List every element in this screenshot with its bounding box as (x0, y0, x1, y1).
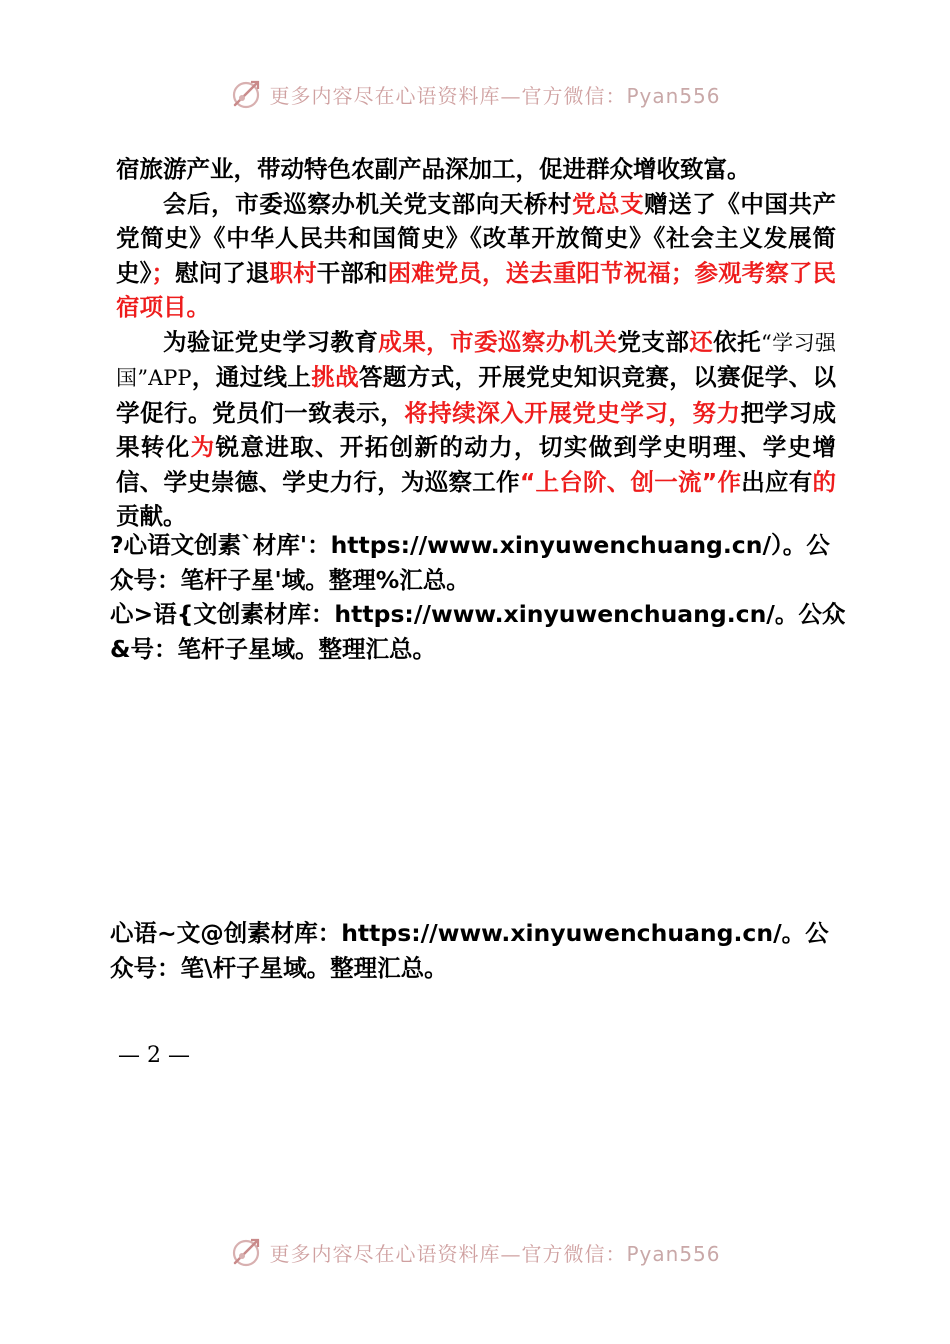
highlighted-text: 挑战 (311, 363, 359, 391)
brand-logo-icon (229, 77, 263, 111)
highlighted-text: 职村 (269, 258, 317, 287)
promo-line: 心语~文@创素材库：https://www.xinyuwenchuang.cn/。公众号：笔\杆子星域。整理汇总。 (110, 919, 829, 982)
highlighted-text: 党总支 (571, 189, 645, 218)
text-run: 把学习成果转化 (116, 398, 837, 461)
promo-block-2 (110, 916, 850, 985)
banner-text: 更多内容尽在心语资料库—官方微信：Pyan556 (269, 1241, 721, 1266)
text-run: 出应有 (741, 467, 813, 496)
text-run: 会后，市委巡察办机关党支部向天桥村 (163, 189, 572, 218)
highlighted-text: “上台阶、创一流”作 (519, 467, 742, 496)
footer-banner (0, 1232, 950, 1272)
highlighted-text: 为 (190, 433, 216, 461)
text-run: 为验证党史学习教育 (163, 327, 379, 356)
text-run: 赠送了《中国共产党简史》《中华人民共和国简史》《改革开放简史》《社会主义发展简史》 (116, 189, 837, 287)
promo-line: 心>语{文创素材库：https://www.xinyuwenchuang.cn/。公众&号：笔杆子星域。整理汇总。 (110, 600, 846, 663)
text-run: 党支部 (617, 327, 690, 356)
highlighted-text: 困难党员，送去重阳节祝福；参观考察了民宿项目。 (116, 258, 837, 321)
highlighted-text: 将持续深入开展党史学习，努力 (404, 398, 741, 427)
text-run: 锐意进取、开拓创新的动力，切实做到学史明理、学史增信、学史崇德、学史力行，为巡察工作 (116, 433, 836, 496)
text-run: ，通过线上 (191, 363, 312, 391)
highlighted-text: 的 (812, 467, 837, 496)
highlighted-text: ； (151, 258, 175, 287)
banner-text: 更多内容尽在心语资料库—官方微信：Pyan556 (269, 83, 721, 108)
text-run: “学习强国”APP (116, 330, 837, 390)
page-number: — 2 — (118, 1043, 190, 1068)
paragraph-2 (116, 187, 836, 325)
text-run: 干部和 (316, 258, 388, 287)
highlighted-text: 成果，市委巡察办机关 (378, 327, 618, 356)
text-run: 贡献。 (116, 502, 187, 530)
text-run: 依托 (713, 327, 762, 356)
promo-block-1 (110, 528, 850, 666)
document-body (116, 152, 836, 534)
text-run: 慰问了退 (174, 258, 270, 287)
paragraph-1: 宿旅游产业，带动特色农副产品深加工，促进群众增收致富。 (116, 155, 751, 183)
text-run: 答题方式，开展党史知识竞赛，以赛促学、以学促行。党员们一致表示， (116, 363, 837, 427)
header-banner (0, 74, 950, 114)
paragraph-3 (116, 325, 836, 534)
promo-line: ?心语文创素`材库'：https://www.xinyuwenchuang.cn/）。公众号：笔杆子星'域。整理%汇总。 (110, 531, 830, 594)
highlighted-text: 还 (689, 327, 714, 356)
brand-logo-icon (229, 1235, 263, 1269)
